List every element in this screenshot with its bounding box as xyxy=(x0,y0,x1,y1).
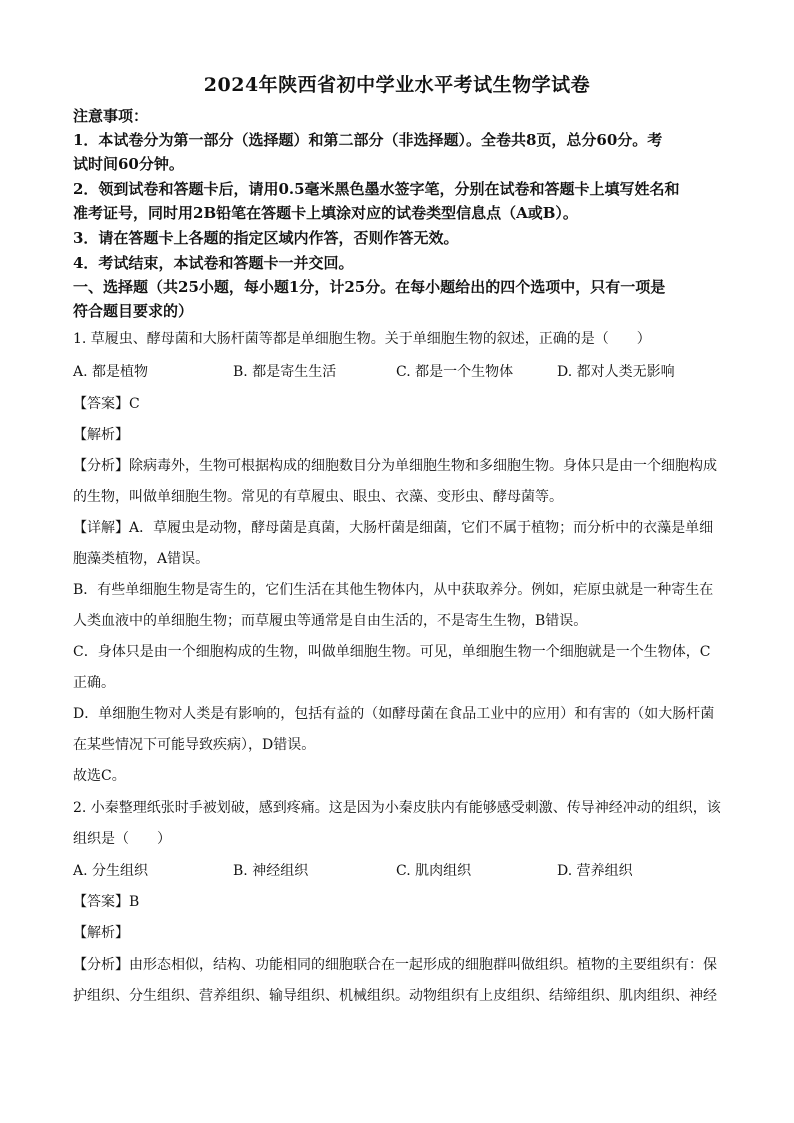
q1-option-a: A. 都是植物 xyxy=(73,364,149,380)
q1-analysis-line: C．身体只是由一个细胞构成的生物，叫做单细胞生物。可见，单细胞生物一个细胞就是一个生物体，C xyxy=(73,644,711,660)
question-2-stem: 2. 小秦整理纸张时手被划破，感到疼痛。这是因为小秦皮肤内有能够感受刺激、传导神经冲动的组织，该 xyxy=(73,800,721,816)
q1-analysis-line: D．单细胞生物对人类是有影响的，包括有益的（如酵母菌在食品工业中的应用）和有害的（如大肠杆菌 xyxy=(73,706,715,722)
q2-analysis-line: 【分析】由形态相似，结构、功能相同的细胞联合在一起形成的细胞群叫做组织。植物的主要组织有：保 xyxy=(73,957,717,973)
notice-line: 试时间60分钟。 xyxy=(73,155,184,173)
q1-analysis-line: 胞藻类植物，A错误。 xyxy=(73,551,210,567)
q2-answer: 【答案】B xyxy=(73,894,140,910)
q1-conclusion: 故选C。 xyxy=(73,768,126,784)
q2-option-c: C. 肌肉组织 xyxy=(396,863,472,879)
q2-option-b: B. 神经组织 xyxy=(233,863,309,879)
notice-heading: 注意事项： xyxy=(73,107,149,125)
q1-answer: 【答案】C xyxy=(73,396,140,412)
notice-line: 1．本试卷分为第一部分（选择题）和第二部分（非选择题）。全卷共8页，总分60分。考 xyxy=(73,131,663,149)
q1-option-b: B. 都是寄生生活 xyxy=(233,364,337,380)
notice-line: 2．领到试卷和答题卡后，请用0.5毫米黑色墨水签字笔，分别在试卷和答题卡上填写姓名和 xyxy=(73,180,680,198)
page-title: 2024年陕西省初中学业水平考试生物学试卷 xyxy=(203,74,591,96)
section-heading: 一、选择题（共25小题，每小题1分，计25分。在每小题给出的四个选项中，只有一项是 xyxy=(73,278,666,296)
q1-analysis-line: 在某些情况下可能导致疾病），D错误。 xyxy=(73,737,316,753)
q1-analysis-label: 【解析】 xyxy=(73,427,129,443)
q1-analysis-line: 人类血液中的单细胞生物；而草履虫等通常是自由生活的，不是寄生生物，B错误。 xyxy=(73,613,588,629)
q2-analysis-line: 护组织、分生组织、营养组织、输导组织、机械组织。动物组织有上皮组织、结缔组织、肌肉组织、神经 xyxy=(73,988,717,1004)
q2-option-a: A. 分生组织 xyxy=(73,863,149,879)
q1-analysis-line: B．有些单细胞生物是寄生的，它们生活在其他生物体内，从中获取养分。例如，疟原虫就是一种寄生在 xyxy=(73,582,714,598)
section-heading: 符合题目要求的） xyxy=(73,302,194,320)
q1-analysis-line: 的生物，叫做单细胞生物。常见的有草履虫、眼虫、衣藻、变形虫、酵母菌等。 xyxy=(73,489,563,505)
q2-option-d: D. 营养组织 xyxy=(557,863,633,879)
q1-option-d: D. 都对人类无影响 xyxy=(557,364,675,380)
q1-option-c: C. 都是一个生物体 xyxy=(396,364,514,380)
q1-analysis-line: 正确。 xyxy=(73,675,115,691)
notice-line: 4．考试结束，本试卷和答题卡一并交回。 xyxy=(73,254,354,272)
question-2-stem: 组织是（ ） xyxy=(73,831,171,847)
notice-line: 3．请在答题卡上各题的指定区域内作答，否则作答无效。 xyxy=(73,229,459,247)
q1-analysis-line: 【详解】A．草履虫是动物，酵母菌是真菌，大肠杆菌是细菌，它们不属于植物；而分析中的衣藻是单细 xyxy=(73,520,714,536)
q2-analysis-label: 【解析】 xyxy=(73,925,129,941)
question-1-stem: 1. 草履虫、酵母菌和大肠杆菌等都是单细胞生物。关于单细胞生物的叙述，正确的是（ ） xyxy=(73,331,651,347)
notice-line: 准考证号，同时用2B铅笔在答题卡上填涂对应的试卷类型信息点（A或B）。 xyxy=(73,204,578,222)
q1-analysis-line: 【分析】除病毒外，生物可根据构成的细胞数目分为单细胞生物和多细胞生物。身体只是由一个细胞构成 xyxy=(73,458,717,474)
